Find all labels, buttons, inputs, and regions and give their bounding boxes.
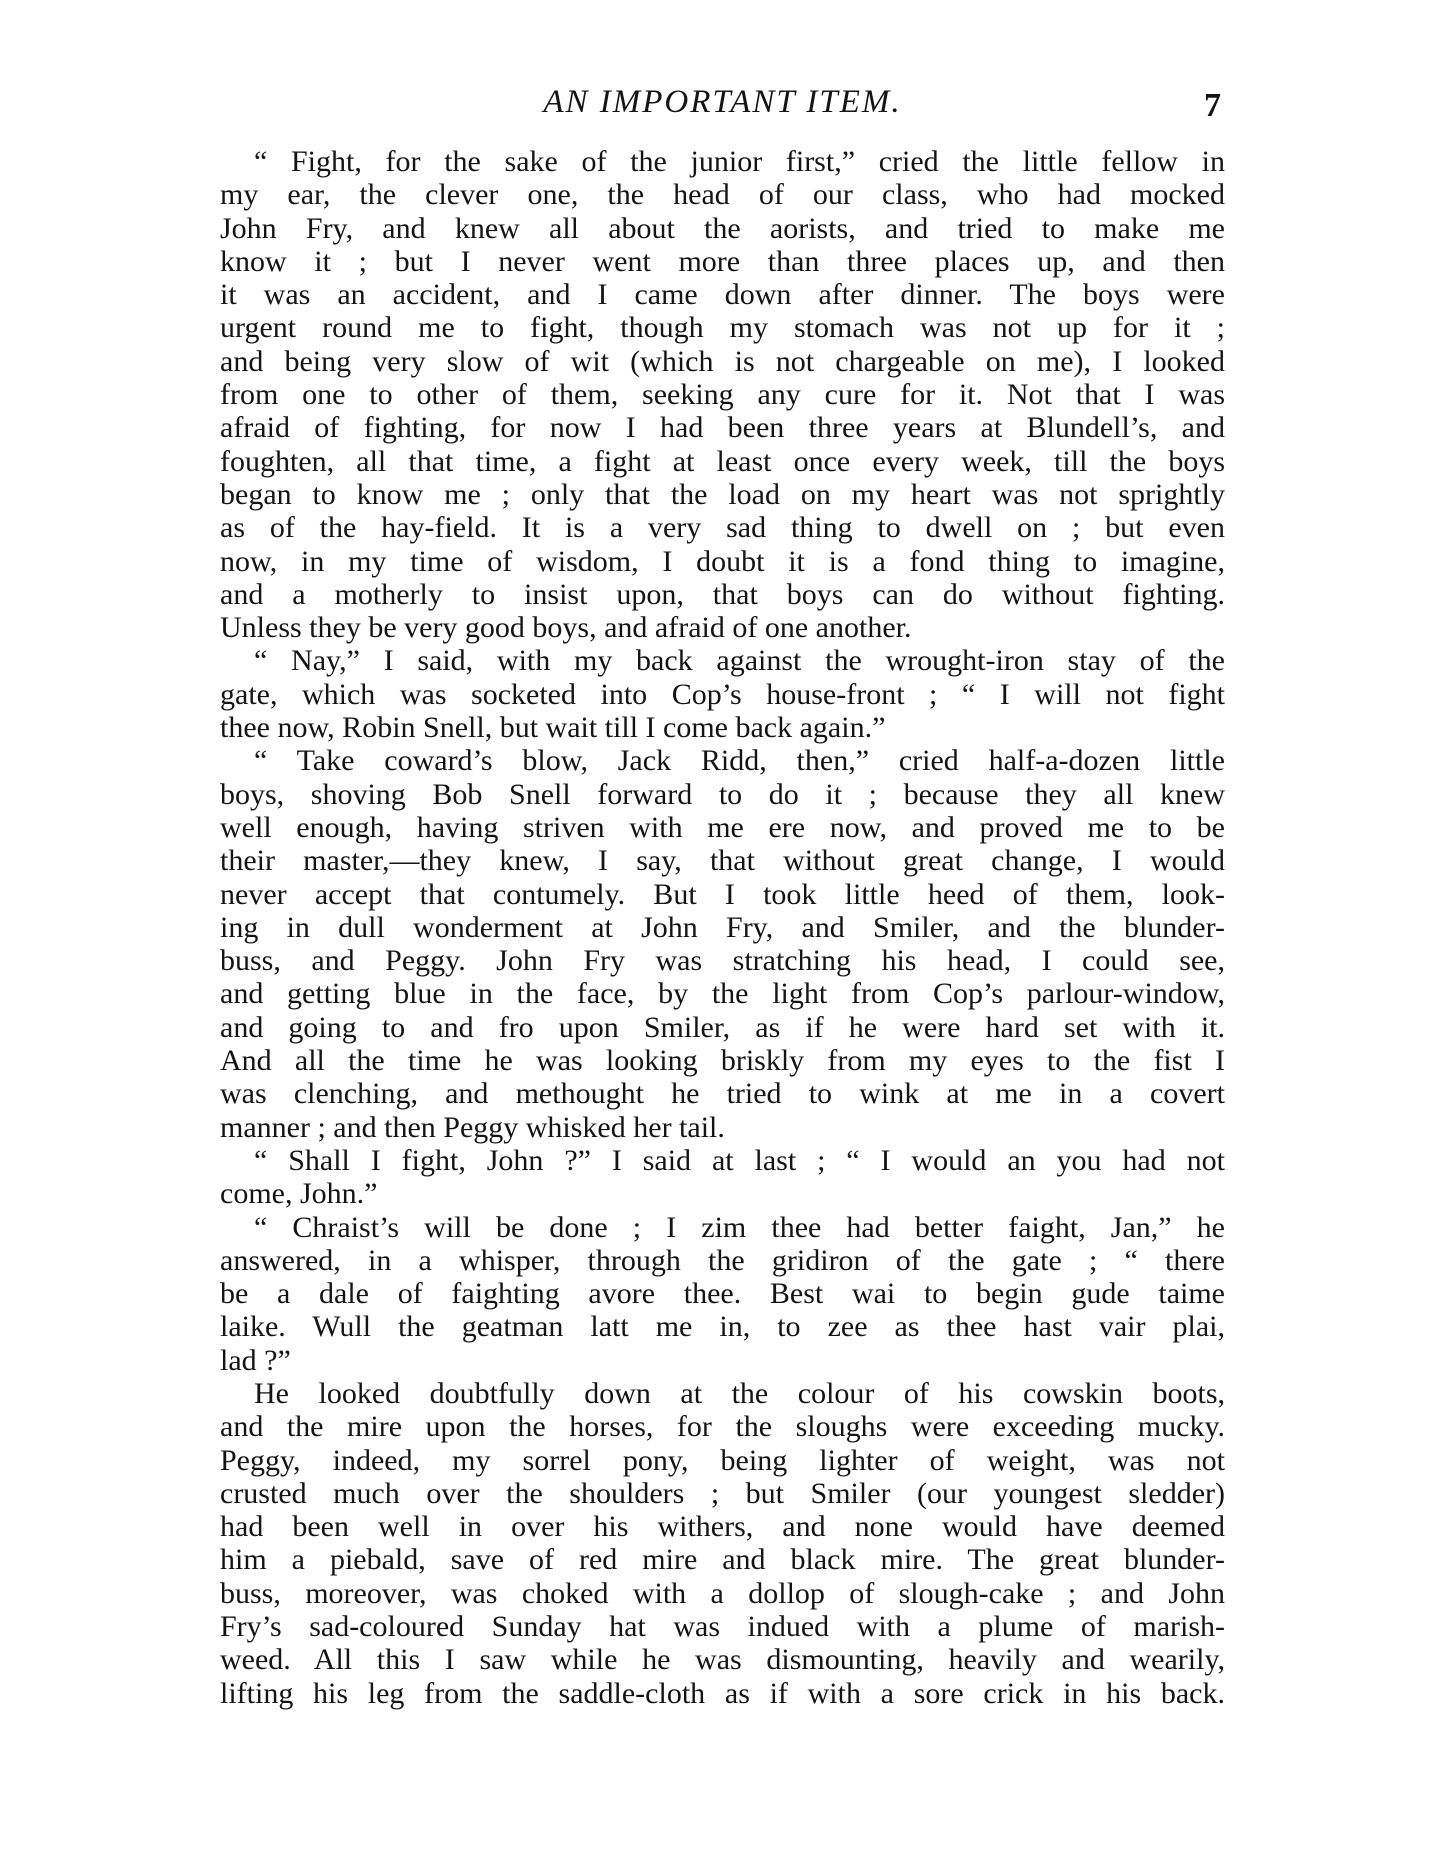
- text-line: come, John.”: [220, 1177, 378, 1211]
- page-number: 7: [1204, 87, 1221, 124]
- text-line: “ Shall I fight, John ?” I said at last ; “ I would an you had not: [254, 1143, 1225, 1177]
- text-line: buss, moreover, was choked with a dollop of slough-cake ; and John: [220, 1576, 1225, 1610]
- text-line: their master,—they knew, I say, that without great change, I would: [220, 844, 1225, 878]
- text-line: Fry’s sad-coloured Sunday hat was indued with a plume of marish-: [220, 1610, 1225, 1644]
- text-line: gate, which was socketed into Cop’s house-front ; “ I will not fight: [220, 677, 1225, 711]
- text-line: And all the time he was looking briskly from my eyes to the fist I: [220, 1044, 1225, 1078]
- text-line: lifting his leg from the saddle-cloth as if with a sore crick in his back.: [220, 1676, 1225, 1710]
- text-line: “ Nay,” I said, with my back against the wrought-iron stay of the: [254, 644, 1225, 678]
- running-head: [0, 82, 1445, 132]
- text-line: began to know me ; only that the load on my heart was not sprightly: [220, 477, 1225, 511]
- text-line: John Fry, and knew all about the aorists, and tried to make me: [220, 211, 1225, 245]
- text-line: now, in my time of wisdom, I doubt it is a fond thing to imagine,: [220, 544, 1225, 578]
- text-line: crusted much over the shoulders ; but Smiler (our youngest sledder): [220, 1476, 1225, 1510]
- text-line: well enough, having striven with me ere now, and proved me to be: [220, 810, 1225, 844]
- text-line: weed. All this I saw while he was dismounting, heavily and wearily,: [220, 1643, 1225, 1677]
- text-line: and a motherly to insist upon, that boys can do without fighting.: [220, 577, 1225, 611]
- text-line: from one to other of them, seeking any cure for it. Not that I was: [220, 378, 1225, 412]
- text-line: it was an accident, and I came down after dinner. The boys were: [220, 278, 1225, 312]
- text-line: “ Chraist’s will be done ; I zim thee had better faight, Jan,” he: [254, 1210, 1225, 1244]
- text-line: “ Fight, for the sake of the junior first,” cried the little fellow in: [254, 145, 1225, 178]
- text-line: him a piebald, save of red mire and black mire. The great blunder-: [220, 1543, 1225, 1577]
- text-line: He looked doubtfully down at the colour of his cowskin boots,: [254, 1376, 1225, 1410]
- text-line: Unless they be very good boys, and afraid of one another.: [220, 611, 912, 645]
- text-line: ing in dull wonderment at John Fry, and Smiler, and the blunder-: [220, 910, 1225, 944]
- text-line: Peggy, indeed, my sorrel pony, being lighter of weight, was not: [220, 1443, 1225, 1477]
- text-line: my ear, the clever one, the head of our class, who had mocked: [220, 178, 1225, 212]
- text-line: lad ?”: [220, 1343, 291, 1377]
- body-text: [220, 145, 1225, 1710]
- text-line: afraid of fighting, for now I had been three years at Blundell’s, and: [220, 411, 1225, 445]
- text-line: and the mire upon the horses, for the sloughs were exceeding mucky.: [220, 1410, 1225, 1444]
- running-title: AN IMPORTANT ITEM.: [543, 84, 902, 120]
- text-line: boys, shoving Bob Snell forward to do it ; because they all knew: [220, 777, 1225, 811]
- text-line: “ Take coward’s blow, Jack Ridd, then,” cried half-a-dozen little: [254, 744, 1225, 778]
- text-line: answered, in a whisper, through the gridiron of the gate ; “ there: [220, 1243, 1225, 1277]
- text-line: know it ; but I never went more than three places up, and then: [220, 244, 1225, 278]
- text-line: foughten, all that time, a fight at least once every week, till the boys: [220, 444, 1225, 478]
- text-line: and being very slow of wit (which is not chargeable on me), I looked: [220, 344, 1225, 378]
- text-line: as of the hay-field. It is a very sad thing to dwell on ; but even: [220, 511, 1225, 545]
- text-line: thee now, Robin Snell, but wait till I come back again.”: [220, 711, 886, 745]
- text-line: urgent round me to fight, though my stomach was not up for it ;: [220, 311, 1225, 345]
- text-line: be a dale of faighting avore thee. Best wai to begin gude taime: [220, 1277, 1225, 1311]
- text-line: never accept that contumely. But I took little heed of them, look-: [220, 877, 1225, 911]
- text-line: and getting blue in the face, by the light from Cop’s parlour-window,: [220, 977, 1225, 1011]
- text-line: and going to and fro upon Smiler, as if he were hard set with it.: [220, 1010, 1225, 1044]
- text-line: manner ; and then Peggy whisked her tail.: [220, 1110, 725, 1144]
- text-line: had been well in over his withers, and none would have deemed: [220, 1510, 1225, 1544]
- text-line: buss, and Peggy. John Fry was stratching his head, I could see,: [220, 944, 1225, 978]
- text-line: was clenching, and methought he tried to wink at me in a covert: [220, 1077, 1225, 1111]
- text-line: laike. Wull the geatman latt me in, to zee as thee hast vair plai,: [220, 1310, 1225, 1344]
